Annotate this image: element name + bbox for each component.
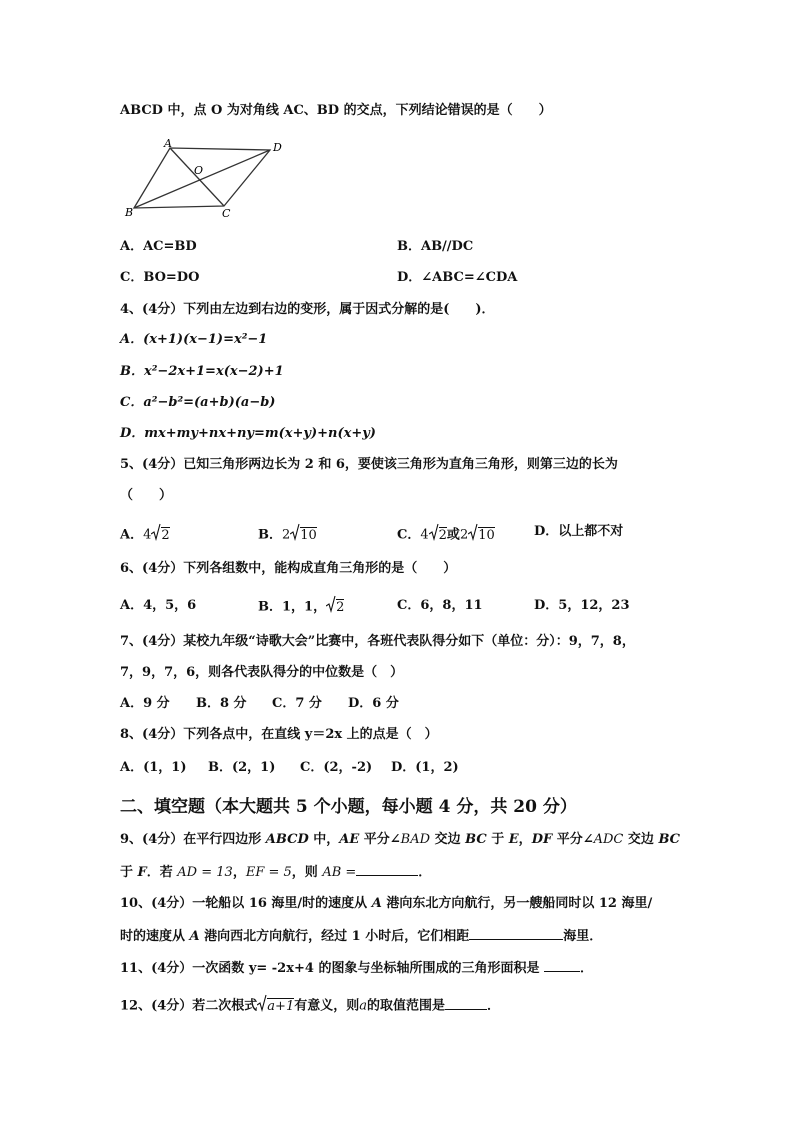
q5-c-rad1: 2: [438, 527, 447, 543]
q11-text: ．: [579, 961, 593, 976]
sqrt-icon: [468, 523, 478, 547]
q12-answer-blank[interactable]: [445, 996, 487, 1010]
q10-text: 海里．: [563, 929, 603, 944]
q6-option-c: C．6，8，11: [397, 598, 483, 613]
q5-c-mid: 或: [446, 527, 460, 543]
q12-text: 12、(4分）若二次根式: [120, 998, 258, 1014]
q8-stem: 8、(4分）下列各点中，在直线 y＝2x 上的点是（ ）: [120, 727, 438, 742]
q9-f: F: [137, 865, 147, 880]
q5-a-rad: 2: [161, 527, 170, 543]
sqrt-icon: [326, 595, 336, 619]
q10-line2: [120, 926, 602, 946]
label-a: A: [164, 137, 172, 150]
q3-option-c: C．BO=DO: [120, 270, 200, 285]
q4-option-d: D．mx+my+nx+ny=m(x+y)+n(x+y): [120, 426, 376, 441]
q9-bad: BAD: [400, 832, 431, 847]
q9-text: ．: [418, 865, 432, 880]
sqrt-icon: [151, 523, 161, 547]
q7-option-b: B．8 分: [196, 696, 247, 711]
q4-option-a: A．(x+1)(x−1)=x²−1: [120, 332, 268, 347]
q9-text: 平分∠: [359, 832, 401, 847]
q5-c-coef1: 4: [420, 527, 429, 543]
q9-ef-eq: EF = 5: [245, 865, 292, 880]
q5-stem: 5、(4分）已知三角形两边长为 2 和 6，要使该三角形为直角三角形，则第三边的长为: [120, 457, 618, 472]
q5-stem-cont: （ ）: [120, 488, 173, 503]
q7-stem: 7、(4分）某校九年级“诗歌大会”比赛中，各班代表队得分如下（单位：分）：9，7，8，: [120, 634, 635, 649]
q4-option-b: B．x²−2x+1=x(x−2)+1: [120, 364, 284, 379]
q10-line1: [120, 895, 652, 913]
q12-a: a: [359, 998, 367, 1014]
q7-option-c: C．7 分: [272, 696, 322, 711]
q9-text: 于: [486, 832, 509, 847]
sqrt-icon: [290, 523, 300, 547]
q9-text: 9、(4分）在平行四边形: [120, 832, 266, 847]
q10-text: 10、(4分）一轮船以 16 海里/时的速度从: [120, 896, 372, 911]
sqrt-icon: [257, 994, 267, 1018]
q9-line2: [120, 862, 431, 882]
q9-text: ，则: [291, 865, 323, 880]
q12-rad: a+1: [267, 998, 295, 1014]
q9-adc: ADC: [593, 832, 624, 847]
q11-line: [120, 958, 593, 978]
q4-stem: 4、(4分）下列由左边到右边的变形，属于因式分解的是( )．: [120, 302, 495, 317]
q9-text: 交边: [430, 832, 466, 847]
q6-b-label: B．1，1，: [258, 599, 327, 615]
q5-c-coef2: 2: [459, 527, 469, 543]
parallelogram-figure: [120, 136, 300, 226]
q3-stem: ABCD 中，点 O 为对角线 AC、BD 的交点，下列结论错误的是（ ）: [120, 103, 552, 118]
q10-text: 港向东北方向航行，另一艘船同时以 12 海里/: [381, 896, 653, 911]
q9-text: 平分∠: [552, 832, 594, 847]
q9-bc2: BC: [658, 832, 681, 847]
q9-text: 交边: [623, 832, 659, 847]
q12-text: 的取值范围是: [367, 998, 446, 1014]
q5-c-rad2: 10: [478, 527, 495, 543]
q8-option-b: B．(2，1): [208, 760, 276, 775]
q9-text: 于: [120, 865, 138, 880]
label-c: C: [222, 207, 231, 220]
q9-df: DF: [531, 832, 553, 847]
q5-option-b: [258, 523, 317, 547]
q10-answer-blank[interactable]: [469, 926, 563, 940]
q7-option-d: D．6 分: [348, 696, 399, 711]
diagonal-bd: [134, 150, 270, 208]
q10-text: 时的速度从: [120, 929, 190, 944]
diagonal-ac: [170, 148, 224, 206]
q9-ae: AE: [339, 832, 360, 847]
q3-option-a: A．AC=BD: [120, 239, 197, 254]
q12-text: 有意义，则: [294, 998, 360, 1014]
q4-option-c: C．a²−b²=(a+b)(a−b): [120, 395, 276, 410]
q9-text: ．若: [146, 865, 178, 880]
q6-option-b: [258, 595, 344, 619]
q9-text: ，: [518, 832, 532, 847]
q10-a: A: [371, 896, 382, 911]
q6-option-a: A．4，5，6: [120, 598, 197, 613]
q9-e: E: [508, 832, 519, 847]
q5-b-coef: 2: [282, 527, 291, 543]
q9-ab-eq: AB =: [322, 865, 357, 880]
q6-stem: 6、(4分）下列各组数中，能构成直角三角形的是（ ）: [120, 561, 457, 576]
q5-option-d: D．以上都不对: [534, 524, 624, 539]
q5-b-rad: 10: [300, 527, 317, 543]
sqrt-icon: [429, 523, 439, 547]
q3-option-b: B．AB//DC: [397, 239, 474, 254]
q9-text: ，: [232, 865, 246, 880]
q9-bc: BC: [465, 832, 487, 847]
q9-text: 中，: [308, 832, 340, 847]
label-d: D: [273, 141, 282, 154]
q7-option-a: A．9 分: [120, 696, 170, 711]
q5-c-label: C．: [397, 527, 421, 543]
q5-option-c: [397, 523, 495, 547]
q9-line1: [120, 831, 680, 849]
q8-option-d: D．(1，2): [391, 760, 459, 775]
label-o: O: [194, 164, 204, 177]
q11-answer-blank[interactable]: [544, 958, 580, 972]
q5-a-coef: 4: [143, 527, 152, 543]
q11-text: 11、(4分）一次函数 y= -2x+4 的图象与坐标轴所围成的三角形面积是: [120, 961, 544, 976]
q3-option-d: D．∠ABC=∠CDA: [397, 270, 518, 285]
q9-answer-blank[interactable]: [356, 862, 418, 876]
q12-text: ．: [487, 998, 501, 1014]
q10-text: 港向西北方向航行，经过 1 小时后，它们相距: [199, 929, 470, 944]
section-title: 二、填空题（本大题共 5 个小题，每小题 4 分，共 20 分）: [120, 797, 577, 817]
q8-option-c: C．(2，-2): [300, 760, 373, 775]
q5-option-a: [120, 523, 170, 547]
q5-b-label: B．: [258, 527, 282, 543]
q6-option-d: D．5，12，23: [534, 598, 630, 613]
q8-option-a: A．(1，1): [120, 760, 187, 775]
label-b: B: [125, 206, 134, 219]
q7-stem-cont: 7，9，7，6，则各代表队得分的中位数是（ ）: [120, 665, 404, 680]
q9-abcd: ABCD: [265, 832, 309, 847]
q6-b-rad: 2: [336, 599, 345, 615]
q12-line: [120, 994, 500, 1018]
q10-a: A: [189, 929, 200, 944]
q9-ad-eq: AD = 13: [177, 865, 233, 880]
q5-a-label: A．: [120, 527, 144, 543]
